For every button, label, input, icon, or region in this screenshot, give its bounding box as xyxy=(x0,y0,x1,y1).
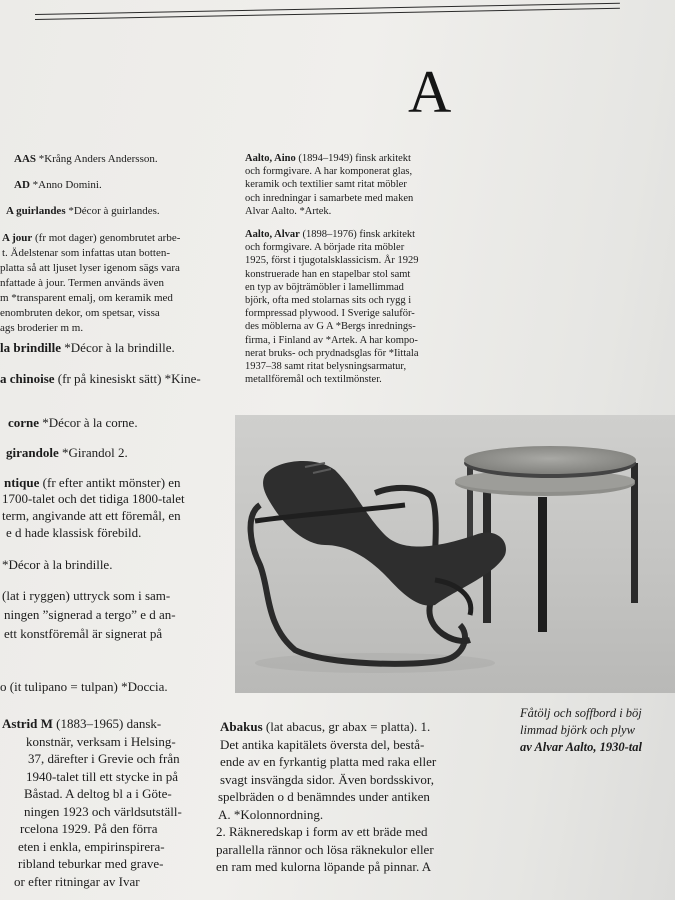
text-line: ningen 1923 och världsutställ- xyxy=(24,803,182,819)
entry-a-la-brindille: la brindille *Décor à la brindille. xyxy=(0,340,175,355)
text-line: e d hade klassisk förebild. xyxy=(6,525,142,540)
text-line: konstruerade han en stapelbar stol samt xyxy=(245,268,411,280)
entry-aas: AAS *Krång Anders Andersson. xyxy=(14,153,158,165)
text-line: rcelona 1929. På den förra xyxy=(20,821,158,836)
text-line: 2. Räkneredskap i form av ett bräde med xyxy=(216,824,428,839)
text-line: en ram med kulorna löpande på pinnar. A xyxy=(216,859,432,874)
entry-aalto-alvar: Aalto, Alvar (1898–1976) finsk arkitekt och formgivare. A började rita möbler 1925, först i tjugotalsklassicism. År 1929 konstruerade han en stapelbar stol samt en typ av böjträmöbler i lamellimmad björk, ofta med stolarnas sits och rygg i formpressad plywood. I Sverige saluför- des möblerna av G A *Bergs inrednings- firma, i Finland av *Artek. A har kompo- nerat bruks- och prydnadsglas för *Iittala 1937–38 samt ritat belysningsarmatur, metallföremål och textilmönster. xyxy=(245,228,473,386)
text-line: nfattade à jour. Termen används även xyxy=(0,277,164,289)
chair-and-table-illustration xyxy=(235,415,675,693)
caption-line: Fåtölj och soffbord i böj xyxy=(520,706,642,720)
entry-girandole: girandole *Girandol 2. xyxy=(6,445,128,460)
text-line: 37, därefter i Grevie och från xyxy=(28,751,180,766)
entry-tulipano: o (it tulipano = tulpan) *Doccia. xyxy=(0,679,168,694)
entry-brindille-ref: *Décor à la brindille. xyxy=(2,557,113,572)
text-line: keramik och textilier samt ritat möbler xyxy=(245,179,407,191)
text-line: platta så att ljuset lyser igenom sägs vara xyxy=(0,262,180,274)
entry-a-la-corne: corne *Décor à la corne. xyxy=(8,415,138,430)
text-line: metallföremål och textilmönster. xyxy=(245,374,382,386)
headword: Abakus xyxy=(220,719,263,734)
entry-a-guirlandes: A guirlandes *Décor à guirlandes. xyxy=(6,205,160,217)
entry-aalto-aino: Aalto, Aino (1894–1949) finsk arkitekt och formgivare. A har komponerat glas, keramik och textilier samt ritat möbler och inredningar i samarbete med maken Alvar Aalto. *Artek. xyxy=(245,152,473,218)
text-line: björk, ofta med stolarnas sits och rygg i xyxy=(245,295,412,307)
photo-caption xyxy=(520,705,675,756)
text-line: ett konstföremål är signerat på xyxy=(4,626,163,641)
caption-line: av Alvar Aalto, 1930-tal xyxy=(520,740,642,754)
text-line: parallella rännor och lösa räknekulor eller xyxy=(216,841,434,857)
text-line: ningen ”signerad a tergo” e d an- xyxy=(4,607,176,622)
entry-antique: ntique (fr efter antikt mönster) en xyxy=(4,475,181,490)
entry-ad: AD *Anno Domini. xyxy=(14,179,102,191)
text-line: och inredningar i samarbete med maken xyxy=(245,192,414,204)
text-line: 1940-talet till ett stycke in på xyxy=(26,768,178,784)
text-line: ags broderier m m. xyxy=(0,322,84,334)
entry-a-jour: A jour (fr mot dager) genombrutet arbe- xyxy=(2,232,181,244)
text-line: och formgivare. A började rita möbler xyxy=(245,242,405,254)
text-line: 1700-talet och det tidiga 1800-talet xyxy=(2,491,185,506)
text-line: konstnär, verksam i Helsing- xyxy=(26,733,176,749)
text-line: enombruten dekor, om spetsar, vissa xyxy=(0,307,160,319)
text-line: eten i enkla, empirinspirera- xyxy=(18,838,165,854)
text-line: formpressad plywood. I Sverige saluför- xyxy=(245,308,415,320)
entry-a-la-chinoise: a chinoise (fr på kinesiskt sätt) *Kine- xyxy=(0,371,201,386)
text-line: Båstad. A deltog bl a i Göte- xyxy=(24,786,172,801)
text-line: term, angivande att ett föremål, en xyxy=(2,508,181,523)
section-letter: A xyxy=(408,59,452,125)
text-line: ribland teburkar med grave- xyxy=(18,856,164,871)
furniture-photo xyxy=(235,415,675,693)
text-line: 1925, först i tjugotalsklassicism. År 1929 xyxy=(245,255,419,267)
text-line: m *transparent emalj, om keramik med xyxy=(0,292,173,304)
caption-line: limmad björk och plyw xyxy=(520,723,635,737)
text-line: och formgivare. A har komponerat glas, xyxy=(245,166,413,178)
headword: Astrid M xyxy=(2,716,53,731)
text-line: en typ av böjträmöbler i lamellimmad xyxy=(245,281,404,293)
text-line: firma, i Finland av *Artek. A har kompo- xyxy=(245,334,418,346)
text-line: Alvar Aalto. *Artek. xyxy=(245,205,332,217)
text-line: or efter ritningar av Ivar xyxy=(14,873,140,889)
text-line: Det antika kapitälets översta del, bestå- xyxy=(220,736,425,752)
text-line: 1937–38 samt ritat belysningsarmatur, xyxy=(245,361,407,373)
text-line: ende av en fyrkantig platta med raka eller xyxy=(220,754,437,769)
text-line: t. Ädelstenar som infattas utan botten- xyxy=(2,247,171,259)
text-line: nerat bruks- och prydnadsglas för *Iittala xyxy=(245,347,419,359)
text-line: svagt insvängda sidor. Även bordsskivor, xyxy=(220,771,434,787)
headword: Aalto, Alvar xyxy=(245,229,300,240)
entry-abakus: Abakus (lat abacus, gr abax = platta). 1. Det antika kapitälets översta del, bestå- ende av en fyrkantig platta med raka eller svagt insvängda sidor. Även bordsskivor, spelbräden o d benämndes under antiken A. *Kolonnordning. 2. Räkneredskap i form av ett bräde med parallella rännor och lösa räknekulor eller en ram med kulorna löpande på pinnar. A xyxy=(216,718,506,876)
entry-a-tergo: (lat i ryggen) uttryck som i sam- xyxy=(2,588,171,603)
entry-astrid: Astrid M (1883–1965) dansk- konstnär, verksam i Helsing- 37, därefter i Grevie och från 1940-talet till ett stycke in på Båstad. A deltog bl a i Göte- ningen 1923 och världsutställ- rcelona 1929. På den förra eten i enkla, empirinspirera- ribland teburkar med grave- or efter ritningar av Ivar xyxy=(0,715,200,890)
headword: Aalto, Aino xyxy=(245,153,296,164)
text-line: des möblerna av G A *Bergs inrednings- xyxy=(245,321,416,333)
text-line: spelbräden o d benämndes under antiken xyxy=(218,789,430,804)
text-line: A. *Kolonnordning. xyxy=(218,806,324,822)
